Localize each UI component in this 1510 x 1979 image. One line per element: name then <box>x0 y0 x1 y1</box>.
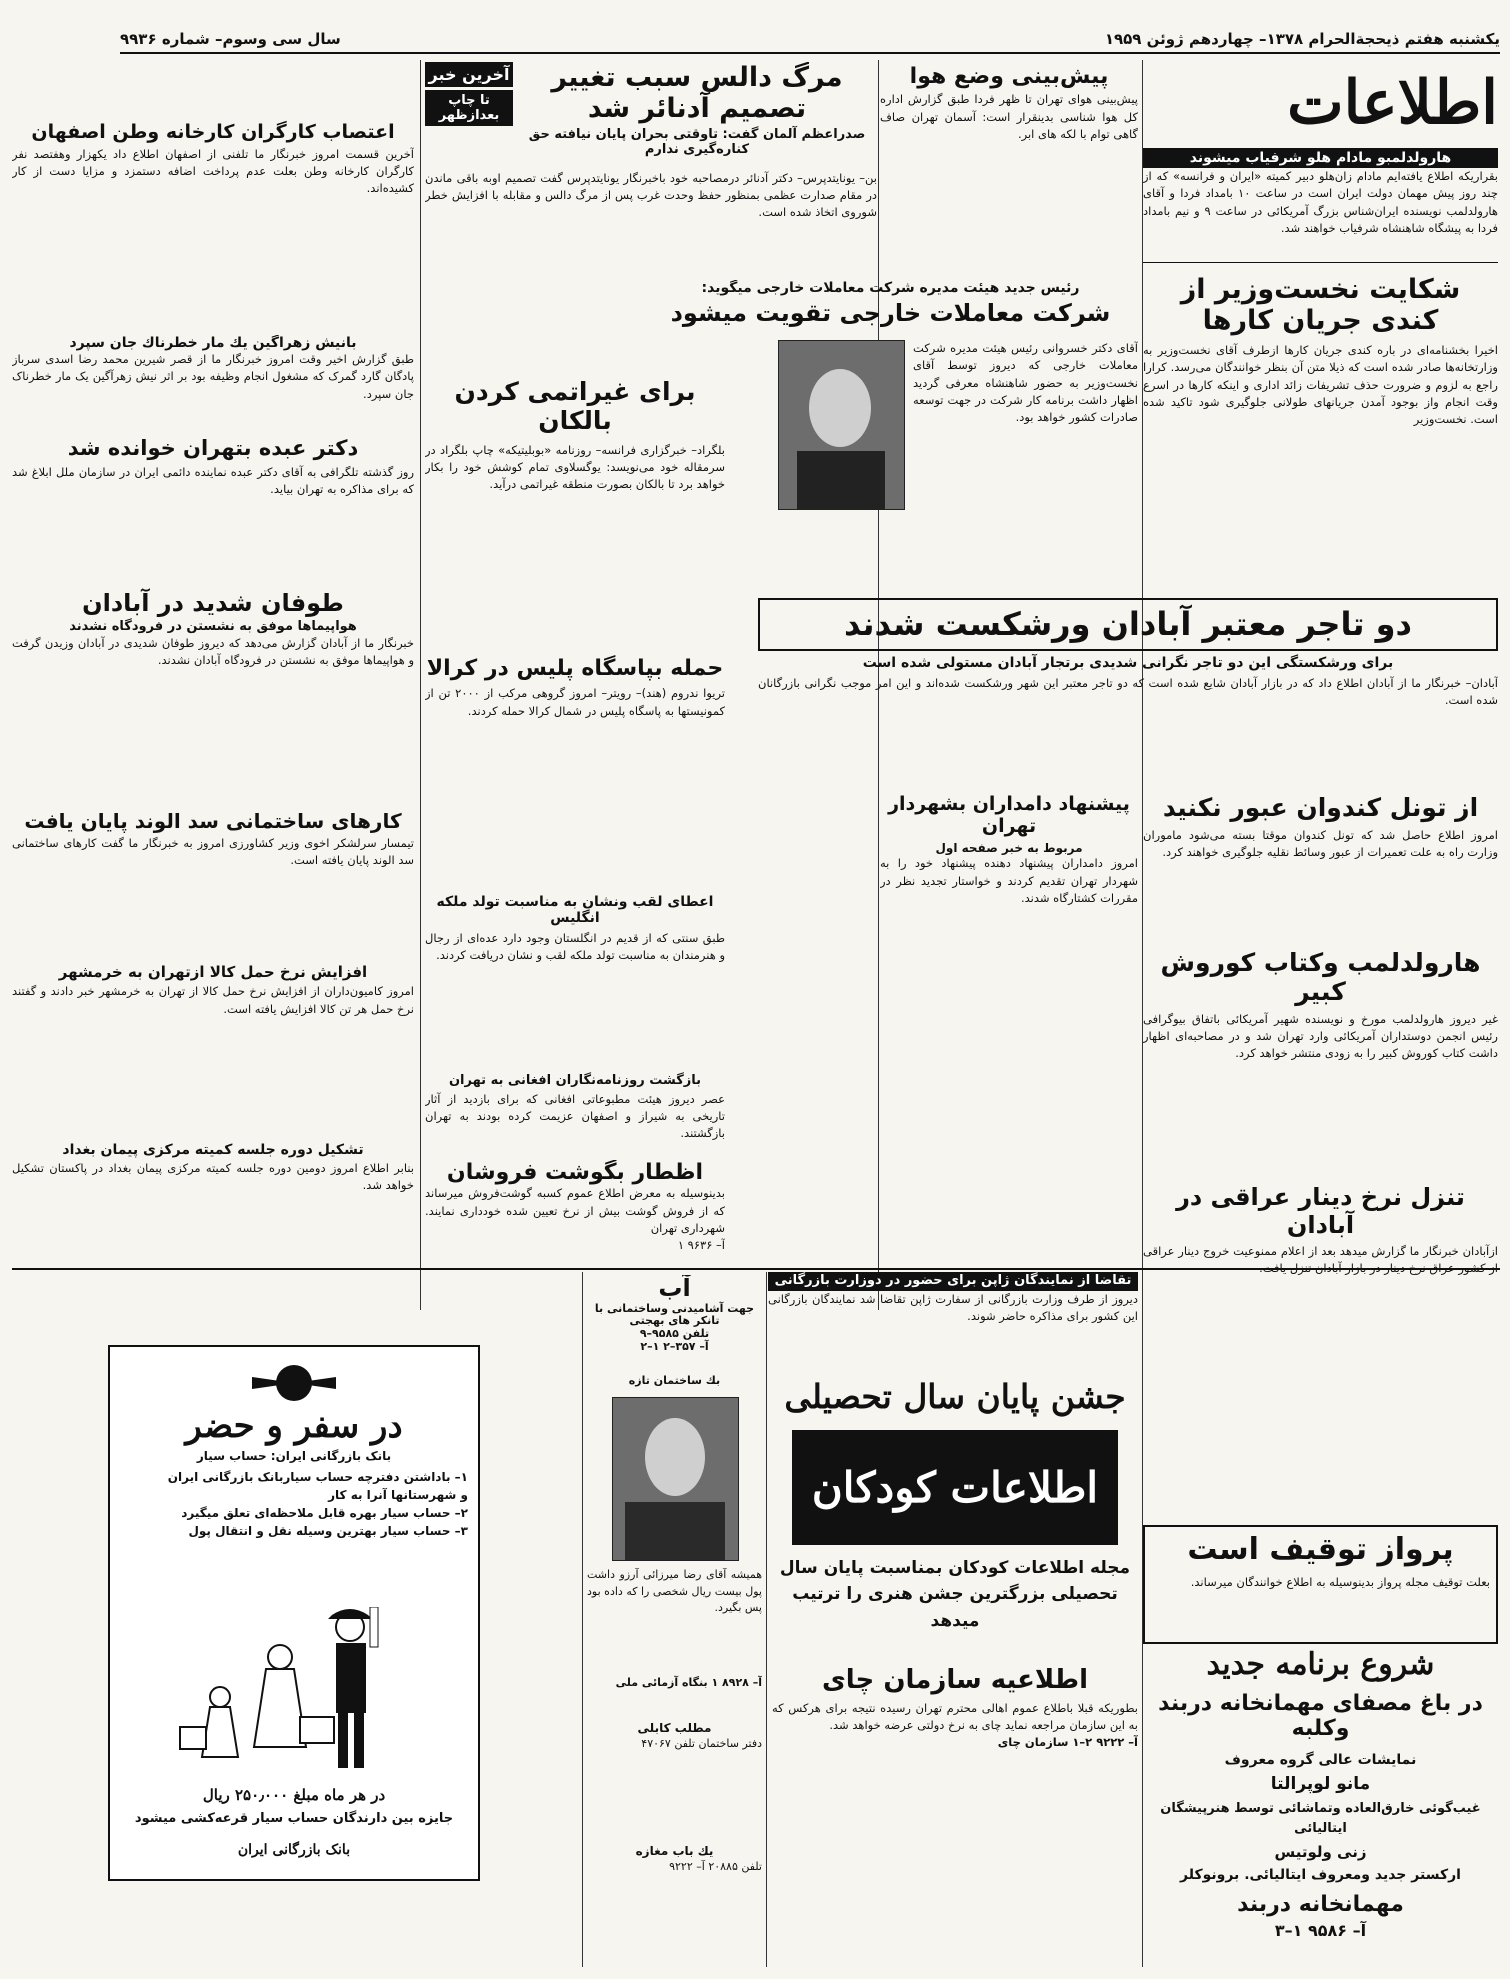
company-body: آقای دکتر خسروانی رئیس هیئت مدیره شرکت معاملات خارجی که دیروز توسط آقای نخست‌وزیر به حضور شاهنشاه معرفی گردید اظهار داشت برنامه کار شرکت در جهت توسعه صادرات کشور خواهد بود. <box>913 341 1138 424</box>
traders-story <box>758 598 1498 786</box>
missing-person-ad <box>587 1375 762 1715</box>
masthead-title: اطلاعات <box>1287 68 1498 138</box>
abdoh-story <box>12 432 414 582</box>
storm-body: خبرنگار ما از آبادان گزارش می‌دهد که دیروز طوفان شدیدی در آبادان وزیدن گرفت و هواپیماها موفق به نشستن در فرودگاه آبادان نشدند. <box>12 635 414 667</box>
bank-prize: در هر ماه مبلغ ۲۵۰٫۰۰۰ ریال <box>202 1786 386 1804</box>
office-ad <box>587 1722 762 1840</box>
weather-body: پیش‌بینی هوای تهران تا ظهر فردا طبق گزارش اداره کل هوا شناسی بدینقرار است: آسمان تهران صاف گاهی توام با لکه های ابر. <box>880 92 1138 141</box>
fare-headline: افزایش نرخ حمل کالا ازتهران به خرمشهر <box>58 963 368 981</box>
afghan-story <box>425 1072 725 1162</box>
dulles-body: بن– یونایتدپرس– دکتر آدنائر درمصاحبه خود باخبرنگار یونایتدپرس گفت تصمیم اوبه باقی ماندن در مقام صدارت عظمی بمنظور حفظ وحدت غرب پس از مرگ دالس و مقابله با افزایش خطر شوروی اتخاذ شده است. <box>425 170 877 220</box>
bank-advertisement <box>108 1345 480 1881</box>
karbala-story <box>425 652 725 882</box>
karbala-headline: حمله بپاسگاه پلیس در کرالا <box>426 656 724 681</box>
program-line: مهمانخانه دربند <box>1237 1891 1404 1917</box>
tea-headline: اطلاعیه سازمان چای <box>821 1665 1089 1695</box>
company-headline: شرکت معاملات خارجی تقویت میشود <box>670 299 1111 328</box>
complaint-headline: شکایت نخست‌وزیر از کندی جریان کارها <box>1180 274 1461 337</box>
latest-news-tag: آخرین خبر <box>425 62 513 87</box>
weather-story <box>880 62 1138 272</box>
tehran-headline: پیشنهاد دامداران بشهردار تهران <box>888 793 1130 837</box>
building-caption: بك ساختمان تازه <box>628 1375 721 1387</box>
portrait-suit <box>797 451 885 509</box>
lamb-headline: هارولدلمب وکتاب کوروش کبیر <box>1160 948 1481 1006</box>
flight-body: بعلت توقیف مجله پرواز بدینوسیله به اطلاع خوانندگان میرساند. <box>1190 1574 1490 1589</box>
harold-headline: هارولدلمبو مادام هلو شرفیاب میشوند <box>1143 148 1498 168</box>
portrait-face <box>809 369 871 447</box>
kids-magazine-logo: اطلاعات کودکان <box>792 1430 1118 1545</box>
balkan-story <box>425 372 725 622</box>
program-code: آ– ۹۵۸۶ ۱–۳ <box>1274 1920 1367 1940</box>
shop-body: تلفن ۲۰۸۸۵ آ– ۹۲۲۲ <box>669 1859 762 1873</box>
death-body: طبق گزارش اخیر وقت امروز خبرنگار ما از قصر شیرین محمد رضا اسدی سرباز پادگان گارد گمرک که مشغول انجام وظیفه بود بر اثر نیش زهرآگین یک مار خطرناک جان سپرد. <box>12 352 414 401</box>
bank-brand: بانک بازرگانی ایران <box>237 1842 351 1858</box>
balkan-headline: برای غیراتمی کردن بالکان <box>454 377 696 435</box>
dinar-story <box>1143 1180 1498 1520</box>
tehran-subhead: مربوط به خبر صفحه اول <box>935 840 1083 855</box>
tehran-story <box>880 790 1138 1215</box>
strike-story <box>12 120 414 330</box>
program-headline: شروع برنامه جدید <box>1206 1648 1435 1682</box>
bank-line: ۱– باداشتن دفترچه حساب سیاربانک بازرگانی ایران <box>167 1469 468 1484</box>
bank-headline: در سفر و حضر <box>185 1406 403 1446</box>
program-subhead: در باغ مصفای مهمانخانه دربند وکلبه <box>1158 1690 1483 1741</box>
death-headline: بانیش زهراگین یك مار خطرناك جان سپرد <box>69 335 357 351</box>
afghan-headline: بازگشت روزنامه‌نگاران افغانی به تهران <box>448 1073 702 1088</box>
death-story <box>12 335 414 425</box>
dulles-subhead: صدراعظم آلمان گفت: تاوقتی بحران پایان نیافته حق کناره‌گیری ندارم <box>528 127 866 158</box>
storm-headline: طوفان شدید در آبادان <box>82 589 344 617</box>
travellers-illustration <box>150 1607 440 1777</box>
program-ad <box>1143 1648 1498 1963</box>
baghdad-body: بنابر اطلاع امروز دومین دوره جلسه کمیته مرکزی پیمان بغداد در پاکستان تشکیل خواهد شد. <box>12 1161 414 1193</box>
traders-headline: دو تاجر معتبر آبادان ورشکست شدند <box>758 598 1498 651</box>
shop-headline: یك باب مغازه <box>635 1845 714 1858</box>
fare-story <box>12 962 414 1137</box>
airline-emblem-icon <box>250 1355 338 1410</box>
tea-notice <box>772 1662 1138 1964</box>
complaint-body: اخیرا بخشنامه‌ای در باره کندی جریان کارها ازطرف آقای نخست‌وزیر به وزارتخانه‌ها صادر شده است که ذیلا متن آن بنظر خوانندگان می‌رسد. کرارا راجع به لزوم و ضرورت حذف تشریفات زائد اداری و اینکه کارها در اسرع وقت انجام واز بوجود آمدن جریانهای طولانی جلوگیری شود تاکید شده است. نخست‌وزیر <box>1143 343 1498 427</box>
dulles-story <box>425 62 877 257</box>
dam-headline: کارهای ساختمانی سد الوند پایان یافت <box>24 809 402 833</box>
water-ad <box>587 1275 762 1370</box>
traders-subhead: برای ورشکستگی این دو تاجر نگرانی شدیدی برتجار آبادان مستولی شده است <box>862 654 1394 671</box>
celebration-ad <box>772 1372 1138 1657</box>
dinar-body: ازآبادان خبرنگار ما گزارش میدهد بعد از اعلام ممنوعیت خروج دینار عراقی از کشور عراق نرخ دینار در بازار آبادان تنزل یافت. <box>1143 1244 1498 1276</box>
abdoh-body: روز گذشته تلگرافی به آقای دکتر عبده نماینده دائمی ایران در سازمان ملل ابلاغ شد که برای مذاکره به تهران بیاید. <box>12 465 414 497</box>
japan-headline: تقاضا از نمایندگان ژاپن برای حضور در دوزارت بازرگانی <box>768 1272 1138 1291</box>
japan-body: دیروز از طرف وزارت بازرگانی از سفارت ژاپن تقاضا شد نمایندگان بازرگانی این کشور برای مذاکره حاضر شوند. <box>768 1291 1138 1324</box>
harold-body: بقراریکه اطلاع یافته‌ایم مادام زان‌هلو دبیر کمیته «ایران و فرانسه» که از چند روز پیش مهمان دولت ایران است در ساعت ۱۰ بامداد فردا و آقای هارولدلمب نویسنده ایران‌شناس بزرگ آمریکائی در ساعت ۹ و نیم بامداد فردا به پیشگاه شاهنشاه شرفیاب خواهند شد. <box>1143 169 1498 235</box>
complaint-story <box>1143 268 1498 593</box>
tea-body: بطوریکه قبلا باطلاع عموم اهالی محترم تهران رسیده نتیجه برای هرکس که به این سازمان مراجعه نماید چای به نرخ دولتی عرضه خواهد شد. <box>772 1700 1138 1733</box>
column-divider <box>420 60 421 1310</box>
lamb-body: غیر دیروز هارولدلمب مورخ و نویسنده شهیر آمریکائی باتفاق بیوگرافی رئیس انجمن دوستداران آمریکائی وارد تهران شد و در مصاحبه‌ای اظهار داشت کتاب کوروش کبیر را به زودی منتشر خواهد کرد. <box>1143 1011 1498 1060</box>
strike-headline: اعتصاب کارگران کارخانه وطن اصفهان <box>31 121 395 143</box>
water-code: آ– ۳۵۷–۲ ۱–۲ <box>640 1339 709 1353</box>
issue-line: سال سی وسوم– شماره ۹۹۳۶ <box>120 30 341 48</box>
queen-body: طبق سنتی که از قدیم در انگلستان وجود دارد عده‌ای از رجال و هنرمندان به مناسبت تولد ملکه لقب و نشان دریافت کردند. <box>425 931 725 963</box>
flight-headline: پرواز توقیف است <box>1187 1532 1454 1567</box>
date-line: یکشنبه هفتم ذیحجةالحرام ۱۳۷۸– چهاردهم ژوئن ۱۹۵۹ <box>1104 30 1500 48</box>
dam-body: تیمسار سرلشکر اخوی وزیر کشاورزی امروز به خبرنگار ما گفت کارهای ساختمانی سد الوند پایان یافته است. <box>12 836 414 868</box>
latest-news-subtag: تا چاپ بعدازظهر <box>425 90 513 126</box>
portrait-photo <box>778 340 905 510</box>
queen-story <box>425 890 725 1070</box>
queen-headline: اعطای لقب ونشان به مناسبت تولد ملکه انگلیس <box>436 894 714 927</box>
column-divider <box>582 1272 583 1967</box>
photo-suit <box>625 1502 725 1560</box>
dam-story <box>12 808 414 958</box>
bank-line: و شهرستانها آنرا به کار <box>328 1487 468 1502</box>
fare-body: امروز کامیون‌داران از افزایش نرخ حمل کالا از تهران به خرمشهر خبر دادند و گفتند نرخ حمل هر تن کالا افزایش یافته است. <box>12 984 414 1016</box>
tunnel-story <box>1143 790 1498 940</box>
program-line: غیب‌گوئی خارق‌العاده وتماشائی توسط هنرپیشگان ایتالیائی <box>1160 1800 1481 1837</box>
tea-code: آ– ۹۲۲۲ ۲–۱ سازمان چای <box>997 1735 1138 1750</box>
weather-headline: پیش‌بینی وضع هوا <box>909 64 1109 89</box>
lamb-story <box>1143 945 1498 1175</box>
program-line: مانو لوپرالتا <box>1270 1774 1371 1795</box>
bank-line: ۳– حساب سیار بهترین وسیله نقل و انتقال پول <box>188 1523 468 1538</box>
column-divider <box>766 1272 767 1967</box>
meat-body: بدینوسیله به معرض اطلاع عموم کسبه گوشت‌فروش میرساند که از فروش گوشت بیش از نرخ تعیین شده خودداری نمایند. شهرداری تهران <box>425 1186 725 1235</box>
tunnel-headline: از تونل کندوان عبور نکنید <box>1162 793 1479 822</box>
program-line: ارکستر جدید ومعروف ایتالیائی. برونوکلر <box>1180 1867 1461 1884</box>
meat-code: آ– ۹۶۳۶ ۱ <box>677 1238 725 1253</box>
tunnel-body: امروز اطلاع حاصل شد که تونل کندوان موقتا بسته می‌شود ماموران وزارت راه به علت تعمیرات از عبور وسائط نقلیه جلوگیری خواهند کرد. <box>1143 827 1498 859</box>
celebration-headline: جشن پایان سال تحصیلی <box>784 1377 1126 1416</box>
story-divider <box>1143 262 1498 263</box>
storm-subhead: هواپیماها موفق به نشستن در فرودگاه نشدند <box>69 618 357 634</box>
afghan-body: عصر دیروز هیئت مطبوعاتی افغانی که برای بازدید از آثار تاریخی به شیراز و اصفهان عزیمت کرده بودند به تهران بازگشتند. <box>425 1091 725 1141</box>
storm-story <box>12 588 414 798</box>
missing-person-photo <box>612 1397 739 1561</box>
meat-headline: اظطار بگوشت فروشان <box>446 1160 704 1185</box>
water-headline: آب <box>658 1275 691 1302</box>
bank-prize-note: جایزه بین دارندگان حساب سیار قرعه‌کشی میشود <box>134 1811 454 1826</box>
tehran-body: امروز دامداران پیشنهاد دهنده پیشنهاد خود را به شهردار تهران تقدیم کردند و خواستار تجدید نظر در مقررات کشتارگاه شدند. <box>880 856 1138 905</box>
harold-story <box>1143 148 1498 258</box>
bank-tagline: بانک بازرگانی ایران: حساب سیار <box>196 1449 392 1464</box>
shop-ad <box>587 1845 762 1963</box>
program-line: زنی ولوتیس <box>1274 1843 1367 1862</box>
baghdad-story <box>12 1140 414 1265</box>
baghdad-headline: تشکیل دوره جلسه کمیته مرکزی پیمان بغداد <box>62 1142 364 1158</box>
company-kicker: رئیس جدید هیئت مدیره شرکت معاملات خارجی میگوید: <box>701 280 1080 296</box>
program-line: نمایشات عالی گروه معروف <box>1224 1752 1417 1769</box>
strike-body: آخرین قسمت امروز خبرنگار ما تلفنی از اصفهان اطلاع داد یکهزار وهفتصد نفر کارگران کارخانه وطن بعلت عدم پرداخت اضافه دستمزد و مزایا دست از کار کشیده‌اند. <box>12 146 414 196</box>
missing-text: همیشه آقای رضا میرزائی آرزو داشت پول بیست ریال شخصی را که داده بود پس بگیرد. <box>587 1568 762 1614</box>
karbala-body: تریوا ندروم (هند)– رویتر– امروز گروهی مرکب از ۲۰۰۰ تن از کمونیستها به پاسگاه پلیس در شمال کرالا حمله کردند. <box>425 686 725 718</box>
photo-face <box>645 1418 705 1496</box>
celebration-body: مجله اطلاعات کودکان بمناسبت پایان سال تحصیلی بزرگترین جشن هنری را ترتیب میدهد <box>779 1557 1131 1631</box>
office-body: دفتر ساختمان تلفن ۴۷۰۶۷ <box>641 1736 762 1750</box>
flight-notice <box>1143 1525 1498 1644</box>
dinar-headline: تنزل نرخ دینار عراقی در آبادان <box>1176 1183 1465 1239</box>
meat-notice <box>425 1160 725 1265</box>
office-headline: مطلب کابلی <box>637 1722 712 1735</box>
japan-story <box>768 1272 1138 1367</box>
water-body: جهت آشامیدنی وساختمانی با تانکر های بهجتی <box>594 1301 755 1328</box>
balkan-body: بلگراد– خبرگزاری فرانسه– روزنامه «بوبلیتیکه» چاپ بلگراد در سرمقاله خود می‌نویسد: یوگسلاوی تمام کوشش خود را بکار خواهد برد تا بالکان بصورت منطقه غیراتمی درآید. <box>425 442 725 491</box>
bank-line: ۲– حساب سیار بهره قابل ملاحظه‌ای تعلق میگیرد <box>181 1505 468 1520</box>
traders-body: آبادان– خبرنگار ما از آبادان اطلاع داد که در بازار آبادان شایع شده است که دو تاجر معتبر این شهر ورشکست شده‌اند و این امر موجب نگرانی بازرگانان شده است. <box>758 675 1498 708</box>
dulles-headline: مرگ دالس سبب تغییر تصمیم آدنائر شد <box>551 62 843 125</box>
water-phone: تلفن ۹۵۸۵–۹ <box>639 1326 710 1340</box>
missing-code: آ– ۸۹۲۸ ۱ بنگاه آزمائی ملی <box>615 1676 762 1689</box>
top-rule-bar <box>120 30 1500 54</box>
abdoh-headline: دکتر عبده بتهران خوانده شد <box>67 436 359 460</box>
